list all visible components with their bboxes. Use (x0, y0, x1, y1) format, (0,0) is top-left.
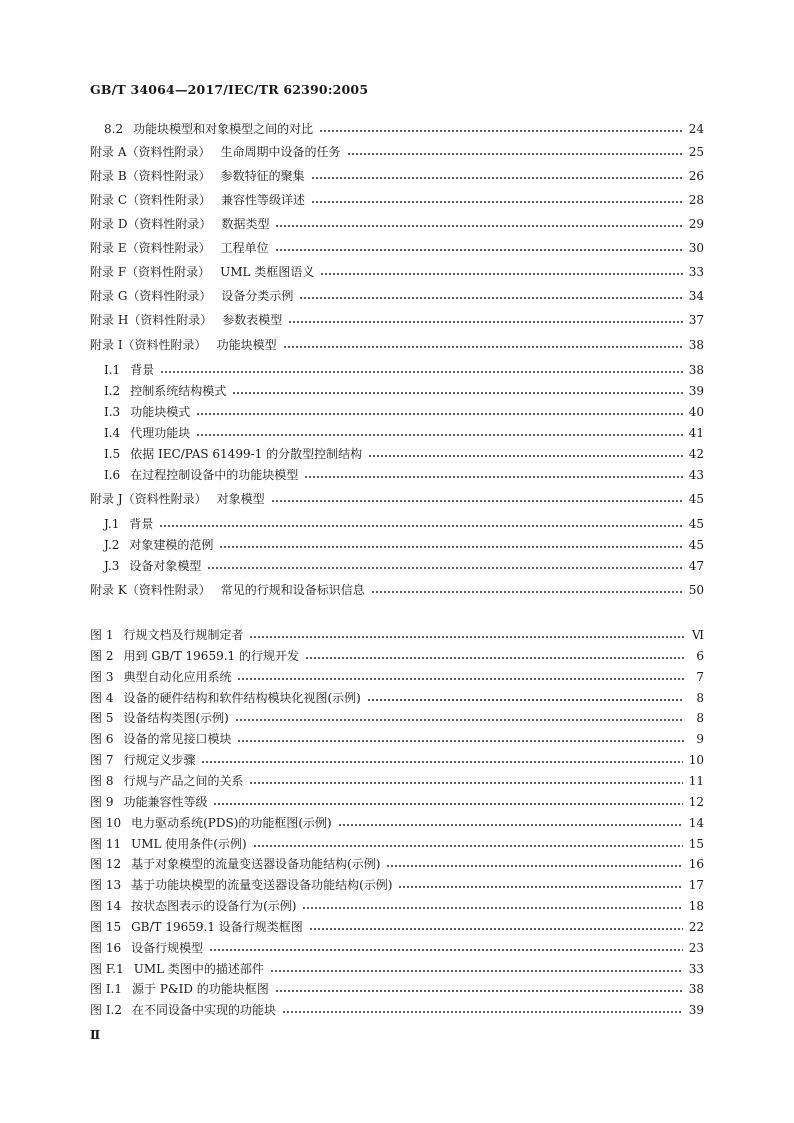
entry-page-number: 43 (688, 468, 704, 482)
entry-title: 在不同设备中实现的功能块 (132, 1003, 277, 1017)
entry-page-number: 23 (688, 941, 704, 955)
entry-page-number: 39 (688, 384, 704, 398)
dot-leader (299, 296, 682, 300)
entry-page-number: 15 (688, 837, 704, 851)
document-header: GB/T 34064—2017/IEC/TR 62390:2005 (90, 82, 369, 97)
entry-page-number: 26 (688, 169, 704, 183)
toc-entry[interactable] (90, 312, 704, 328)
entry-label: 图 1 (90, 628, 114, 642)
entry-title: 行规定义步骤 (123, 753, 196, 767)
dot-leader (275, 224, 682, 228)
dot-leader (275, 989, 683, 993)
entry-label: 图 11 (90, 837, 122, 851)
entry-label: I.6 (104, 468, 121, 482)
entry-page-number: 17 (688, 878, 704, 892)
entry-title: 按状态图表示的设备行为(示例) (131, 899, 297, 913)
dot-leader (311, 176, 683, 180)
entry-title: 行规与产品之间的关系 (123, 774, 244, 788)
dot-leader (398, 885, 682, 889)
entry-label: I.1 (104, 363, 121, 377)
entry-title: 数据类型 (221, 217, 270, 231)
entry-title: 对象建模的范例 (129, 538, 214, 552)
entry-page-number: 41 (688, 426, 704, 440)
dot-leader (302, 906, 682, 910)
entry-page-number: 30 (688, 241, 704, 255)
entry-page-number: 11 (688, 774, 704, 788)
entry-title: 电力驱动系统(PDS)的功能框图(示例) (131, 816, 332, 830)
dot-leader (235, 718, 684, 722)
entry-label: 图 8 (90, 774, 114, 788)
dot-leader (288, 320, 682, 324)
dot-leader (159, 524, 682, 528)
figure-entry[interactable] (90, 961, 704, 977)
entry-page-number: 8 (696, 691, 704, 705)
entry-title: 控制系统结构模式 (130, 384, 227, 398)
figure-entry[interactable] (90, 856, 704, 872)
toc-entry[interactable] (90, 144, 704, 160)
entry-page-number: 24 (688, 122, 704, 136)
entry-page-number: 8 (696, 711, 704, 725)
entry-label: I.5 (104, 447, 121, 461)
figure-entry[interactable] (90, 919, 704, 935)
entry-page-number: 39 (688, 1003, 704, 1017)
entry-page-number: 42 (688, 447, 704, 461)
entry-title: 依据 IEC/PAS 61499-1 的分散型控制结构 (130, 447, 363, 461)
toc-entry[interactable] (90, 337, 704, 353)
entry-page-number: Ⅵ (691, 628, 704, 642)
toc-entry[interactable] (90, 467, 704, 483)
entry-title: 生命周期中设备的任务 (220, 145, 341, 159)
entry-title: 常见的行规和设备标识信息 (220, 583, 365, 597)
entry-page-number: 22 (688, 920, 704, 934)
entry-title: 典型自动化应用系统 (123, 670, 232, 684)
entry-title: 功能块模型 (216, 338, 277, 352)
entry-title: UML 类框图语义 (220, 265, 315, 279)
dot-leader (371, 590, 683, 594)
entry-page-number: 38 (688, 363, 704, 377)
entry-title: 背景 (129, 517, 154, 531)
entry-label: I.3 (104, 405, 121, 419)
entry-label: 附录 F（资料性附录） (90, 265, 211, 279)
entry-page-number: 50 (688, 583, 704, 597)
toc-entry[interactable] (90, 216, 704, 232)
entry-title: 工程单位 (220, 241, 269, 255)
entry-page-number: 10 (688, 753, 704, 767)
entry-page-number: 25 (688, 145, 704, 159)
dot-leader (386, 864, 682, 868)
entry-label: 图 I.1 (90, 982, 123, 996)
figure-entry[interactable] (90, 815, 704, 831)
dot-leader (253, 844, 683, 848)
entry-page-number: 47 (688, 559, 704, 573)
figure-entry[interactable] (90, 1002, 704, 1018)
entry-page-number: 33 (688, 265, 704, 279)
entry-page-number: 45 (688, 538, 704, 552)
toc-entry[interactable] (90, 582, 704, 598)
entry-label: 附录 G（资料性附录） (90, 289, 212, 303)
entry-label: 图 14 (90, 899, 122, 913)
figure-entry[interactable] (90, 648, 704, 664)
dot-leader (338, 823, 683, 827)
entry-label: 附录 K（资料性附录） (90, 583, 211, 597)
entry-label: I.4 (104, 426, 121, 440)
entry-page-number: 12 (688, 795, 704, 809)
toc-entry[interactable] (90, 425, 704, 441)
entry-title: UML 使用条件(示例) (131, 837, 247, 851)
entry-label: 附录 C（资料性附录） (90, 193, 211, 207)
entry-title: 功能块模型和对象模型之间的对比 (133, 122, 314, 136)
entry-title: 设备的常见接口模块 (123, 732, 232, 746)
entry-page-number: 33 (688, 962, 704, 976)
toc-entry[interactable] (90, 192, 704, 208)
entry-page-number: 16 (688, 857, 704, 871)
dot-leader (237, 739, 684, 743)
toc-entry[interactable] (90, 168, 704, 184)
entry-label: 图 15 (90, 920, 122, 934)
entry-label: 图 10 (90, 816, 122, 830)
dot-leader (196, 433, 683, 437)
entry-title: 参数表模型 (222, 313, 283, 327)
figure-entry[interactable] (90, 898, 704, 914)
dot-leader (309, 927, 683, 931)
dot-leader (237, 677, 684, 681)
entry-title: 设备的硬件结构和软件结构模块化视图(示例) (123, 691, 361, 705)
dot-leader (209, 948, 683, 952)
entry-label: 附录 B（资料性附录） (90, 169, 211, 183)
dot-leader (232, 391, 683, 395)
page-number-footer: Ⅱ (90, 1028, 101, 1042)
dot-leader (304, 475, 683, 479)
entry-label: 附录 I（资料性附录） (90, 338, 207, 352)
entry-title: UML 类图中的描述部件 (133, 962, 264, 976)
toc-entry[interactable] (90, 491, 704, 507)
entry-title: 兼容性等级详述 (221, 193, 306, 207)
entry-page-number: 38 (688, 982, 704, 996)
toc-entry[interactable] (90, 516, 704, 532)
toc-entry[interactable] (90, 288, 704, 304)
figure-entry[interactable] (90, 836, 704, 852)
entry-page-number: 29 (688, 217, 704, 231)
dot-leader (319, 129, 683, 133)
entry-title: 对象模型 (216, 492, 265, 506)
entry-page-number: 9 (696, 732, 704, 746)
entry-title: 功能块模式 (130, 405, 191, 419)
entry-label: J.1 (104, 517, 120, 531)
entry-label: I.2 (104, 384, 121, 398)
dot-leader (207, 566, 682, 570)
entry-page-number: 34 (688, 289, 704, 303)
figure-entry[interactable] (90, 794, 704, 810)
dot-leader (282, 1010, 683, 1014)
entry-label: 附录 A（资料性附录） (90, 145, 211, 159)
entry-page-number: 14 (688, 816, 704, 830)
entry-title: 设备结构类图(示例) (123, 711, 229, 725)
figure-entry[interactable] (90, 877, 704, 893)
entry-label: 附录 E（资料性附录） (90, 241, 211, 255)
figure-entry[interactable] (90, 981, 704, 997)
entry-page-number: 6 (696, 649, 704, 663)
entry-title: 在过程控制设备中的功能块模型 (130, 468, 299, 482)
entry-label: 8.2 (104, 122, 124, 136)
entry-title: 功能兼容性等级 (123, 795, 208, 809)
entry-label: J.3 (104, 559, 120, 573)
dot-leader (270, 969, 683, 973)
figure-entry[interactable] (90, 940, 704, 956)
figure-entry[interactable] (90, 731, 704, 747)
entry-label: 图 9 (90, 795, 114, 809)
entry-title: 设备分类示例 (221, 289, 294, 303)
entry-page-number: 28 (688, 193, 704, 207)
entry-title: 设备对象模型 (129, 559, 202, 573)
toc-entry[interactable] (90, 121, 704, 137)
dot-leader (196, 412, 683, 416)
entry-label: 图 F.1 (90, 962, 124, 976)
entry-label: 图 2 (90, 649, 114, 663)
entry-label: 附录 J（资料性附录） (90, 492, 207, 506)
entry-title: 代理功能块 (130, 426, 191, 440)
entry-title: GB/T 19659.1 设备行规类框图 (131, 920, 303, 934)
toc-entry[interactable] (90, 383, 704, 399)
dot-leader (305, 656, 684, 660)
entry-page-number: 37 (688, 313, 704, 327)
toc-entry[interactable] (90, 558, 704, 574)
entry-label: 附录 H（资料性附录） (90, 313, 213, 327)
figure-entry[interactable] (90, 710, 704, 726)
entry-label: 图 16 (90, 941, 122, 955)
entry-title: 参数特征的聚集 (220, 169, 305, 183)
dot-leader (201, 760, 682, 764)
dot-leader (160, 370, 683, 374)
dot-leader (320, 272, 682, 276)
entry-page-number: 45 (688, 517, 704, 531)
dot-leader (271, 499, 683, 503)
entry-label: 图 12 (90, 857, 122, 871)
entry-title: 用到 GB/T 19659.1 的行规开发 (123, 649, 299, 663)
figure-entry[interactable] (90, 690, 704, 706)
toc-entry[interactable] (90, 404, 704, 420)
entry-title: 基于对象模型的流量变送器设备功能结构(示例) (131, 857, 381, 871)
entry-page-number: 40 (688, 405, 704, 419)
dot-leader (283, 345, 683, 349)
entry-title: 源于 P&ID 的功能块框图 (132, 982, 269, 996)
dot-leader (249, 781, 682, 785)
dot-leader (311, 200, 683, 204)
toc-entry[interactable] (90, 446, 704, 462)
entry-label: 图 13 (90, 878, 122, 892)
entry-label: J.2 (104, 538, 120, 552)
entry-page-number: 38 (688, 338, 704, 352)
entry-label: 图 I.2 (90, 1003, 123, 1017)
entry-title: 背景 (130, 363, 155, 377)
toc-entry[interactable] (90, 264, 704, 280)
toc-entry[interactable] (90, 240, 704, 256)
figure-entry[interactable] (90, 752, 704, 768)
dot-leader (213, 802, 682, 806)
entry-label: 图 7 (90, 753, 114, 767)
dot-leader (249, 635, 684, 639)
entry-page-number: 45 (688, 492, 704, 506)
entry-label: 图 4 (90, 691, 114, 705)
entry-page-number: 7 (696, 670, 704, 684)
dot-leader (347, 152, 683, 156)
entry-title: 基于功能块模型的流量变送器设备功能结构(示例) (131, 878, 393, 892)
entry-label: 图 3 (90, 670, 114, 684)
dot-leader (219, 545, 682, 549)
entry-page-number: 18 (688, 899, 704, 913)
dot-leader (275, 248, 683, 252)
entry-label: 图 6 (90, 732, 114, 746)
figure-entry[interactable] (90, 669, 704, 685)
entry-label: 附录 D（资料性附录） (90, 217, 212, 231)
entry-title: 设备行规模型 (131, 941, 204, 955)
dot-leader (368, 454, 683, 458)
entry-title: 行规文档及行规制定者 (123, 628, 244, 642)
figure-entry[interactable] (90, 627, 704, 643)
toc-entry[interactable] (90, 537, 704, 553)
entry-label: 图 5 (90, 711, 114, 725)
figure-entry[interactable] (90, 773, 704, 789)
toc-entry[interactable] (90, 362, 704, 378)
dot-leader (367, 698, 684, 702)
